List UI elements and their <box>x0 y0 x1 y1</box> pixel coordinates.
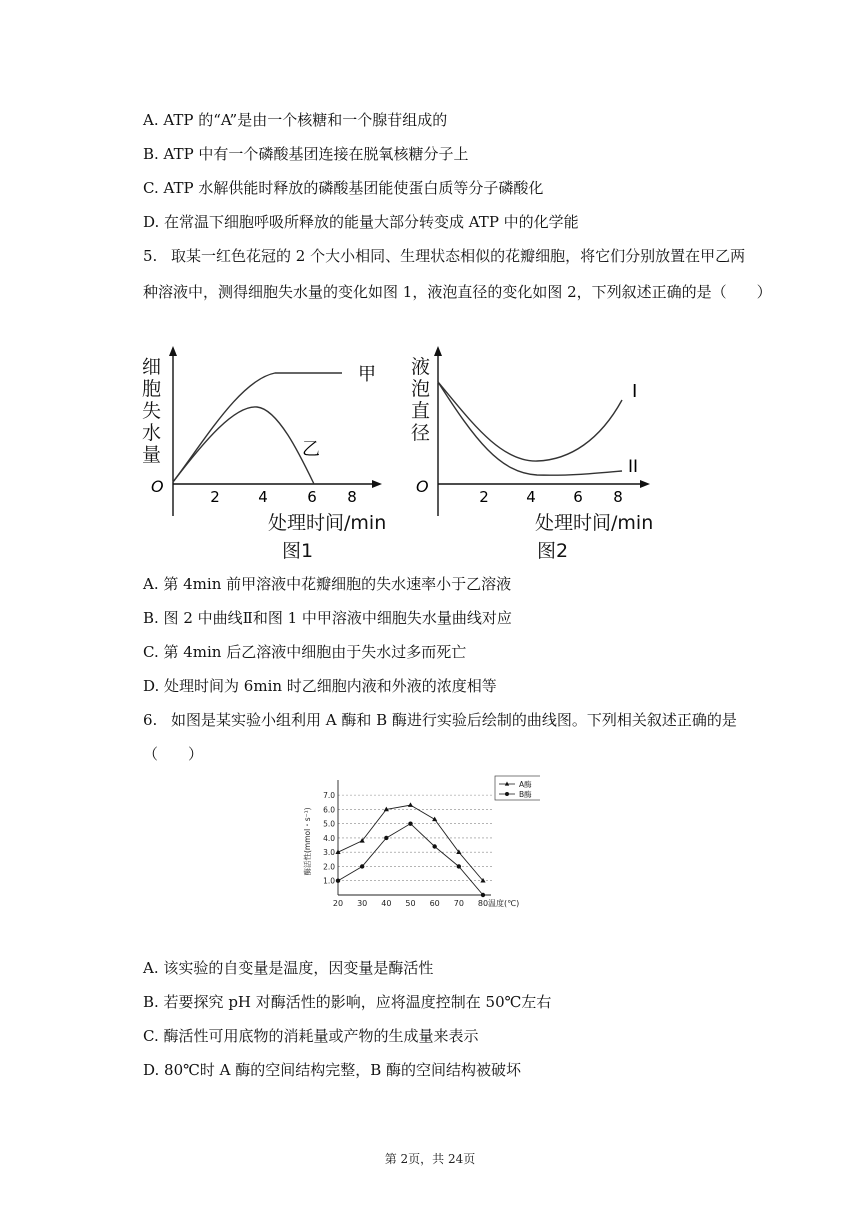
fig1-label-yi: 乙 <box>302 439 320 460</box>
fig2-curve-i <box>438 382 622 461</box>
q6-stem-line1 <box>143 710 737 730</box>
fig1-y-label: 细胞失水量 <box>142 356 162 466</box>
chart-legend-label: B酶 <box>519 790 532 799</box>
q6-option-c: C. 酶活性可用底物的消耗量或产物的生成量来表示 <box>143 1027 479 1045</box>
fig2-y-arrow <box>434 346 442 356</box>
chart-x-tick-label: 60 <box>429 899 440 908</box>
q5-stem-text: 取某一红色花冠的 2 个大小相同、生理状态相似的花瓣细胞，将它们分别放置在甲乙两 <box>171 247 746 265</box>
chart-x-tick-label: 30 <box>357 899 368 908</box>
fig1-tick-2: 2 <box>210 488 220 506</box>
fig2-tick-6: 6 <box>573 488 583 506</box>
q5-figure-2 <box>400 340 660 520</box>
chart-x-tick-label: 40 <box>381 899 392 908</box>
chart-y-tick-label: 7.0 <box>323 791 335 801</box>
chart-x-axis-label: 温度(℃) <box>488 899 520 908</box>
chart-y-tick-label: 1.0 <box>323 876 335 886</box>
q6-enzyme-chart <box>300 768 540 918</box>
fig1-curve-jia <box>173 373 342 482</box>
page-footer: 第 2页，共 24页 <box>384 1152 476 1166</box>
q5-stem-line2: 种溶液中，测得细胞失水量的变化如图 1，液泡直径的变化如图 2，下列叙述正确的是（ ） <box>143 283 772 301</box>
fig1-tick-4: 4 <box>258 488 268 506</box>
q5-figure-1 <box>130 340 390 520</box>
chart-point-a <box>408 802 413 807</box>
chart-legend-box <box>495 776 540 800</box>
q6-option-a: A. 该实验的自变量是温度，因变量是酶活性 <box>143 959 434 977</box>
q4-option-a: A. ATP 的“A”是由一个核糖和一个腺苷组成的 <box>143 111 448 129</box>
chart-x-tick-label: 70 <box>453 899 464 908</box>
chart-point-b <box>408 821 412 825</box>
fig2-label-ii: II <box>628 457 639 477</box>
fig1-tick-6: 6 <box>307 488 317 506</box>
chart-legend-marker <box>505 792 509 796</box>
q5-stem-line1 <box>143 246 745 266</box>
chart-point-b <box>481 893 485 897</box>
fig1-label-jia: 甲 <box>358 364 376 385</box>
chart-point-a <box>432 817 437 822</box>
q6-stem-line2: （ ） <box>143 745 204 763</box>
chart-series-line-b <box>338 824 483 895</box>
fig2-tick-8: 8 <box>613 488 623 506</box>
q4-option-c: C. ATP 水解供能时释放的磷酸基团能使蛋白质等分子磷酸化 <box>143 179 544 197</box>
q4-option-d: D. 在常温下细胞呼吸所释放的能量大部分转变成 ATP 中的化学能 <box>143 213 579 231</box>
chart-point-b <box>336 879 340 883</box>
fig2-caption: 图2 <box>537 540 569 562</box>
chart-y-tick-label: 6.0 <box>323 805 335 815</box>
chart-y-tick-label: 4.0 <box>323 833 335 843</box>
chart-y-axis-label: 酶活性(mmol・s⁻¹) <box>303 807 312 876</box>
q5-option-b: B. 图 2 中曲线Ⅱ和图 1 中甲溶液中细胞失水量曲线对应 <box>143 609 512 627</box>
fig1-curve-yi <box>173 407 314 484</box>
fig2-tick-4: 4 <box>526 488 536 506</box>
fig1-tick-8: 8 <box>347 488 357 506</box>
q5-option-d: D. 处理时间为 6min 时乙细胞内液和外液的浓度相等 <box>143 677 497 695</box>
q6-number: 6. <box>143 711 158 729</box>
fig1-origin: O <box>151 477 164 496</box>
fig2-y-label: 液泡直径 <box>411 356 431 444</box>
chart-y-tick-label: 5.0 <box>323 819 335 829</box>
fig1-x-arrow <box>372 480 382 488</box>
chart-point-b <box>360 864 364 868</box>
fig2-tick-2: 2 <box>479 488 489 506</box>
chart-y-tick-label: 3.0 <box>323 848 335 858</box>
q6-option-d: D. 80℃时 A 酶的空间结构完整，B 酶的空间结构被破坏 <box>143 1061 522 1079</box>
q6-stem-text: 如图是某实验小组利用 A 酶和 B 酶进行实验后绘制的曲线图。下列相关叙述正确的是 <box>171 711 737 729</box>
fig1-x-label: 处理时间/min <box>268 512 387 534</box>
fig2-origin: O <box>416 477 429 496</box>
chart-legend-label: A酶 <box>519 780 532 789</box>
chart-point-b <box>432 844 436 848</box>
fig2-x-label: 处理时间/min <box>535 512 654 534</box>
q5-option-a: A. 第 4min 前甲溶液中花瓣细胞的失水速率小于乙溶液 <box>143 575 512 593</box>
q6-option-b: B. 若要探究 pH 对酶活性的影响，应将温度控制在 50℃左右 <box>143 993 552 1011</box>
chart-x-tick-label: 50 <box>405 899 416 908</box>
chart-x-tick-label: 80 <box>477 899 489 908</box>
q5-option-c: C. 第 4min 后乙溶液中细胞由于失水过多而死亡 <box>143 643 467 661</box>
chart-point-b <box>457 864 461 868</box>
fig2-x-arrow <box>640 480 650 488</box>
q5-number: 5. <box>143 247 158 265</box>
fig1-caption: 图1 <box>282 540 314 562</box>
fig1-y-arrow <box>169 346 177 356</box>
q4-option-b: B. ATP 中有一个磷酸基团连接在脱氧核糖分子上 <box>143 145 469 163</box>
chart-x-tick-label: 20 <box>332 899 344 908</box>
chart-y-tick-label: 2.0 <box>323 862 335 872</box>
fig2-label-i: I <box>632 381 638 402</box>
chart-point-b <box>384 836 388 840</box>
